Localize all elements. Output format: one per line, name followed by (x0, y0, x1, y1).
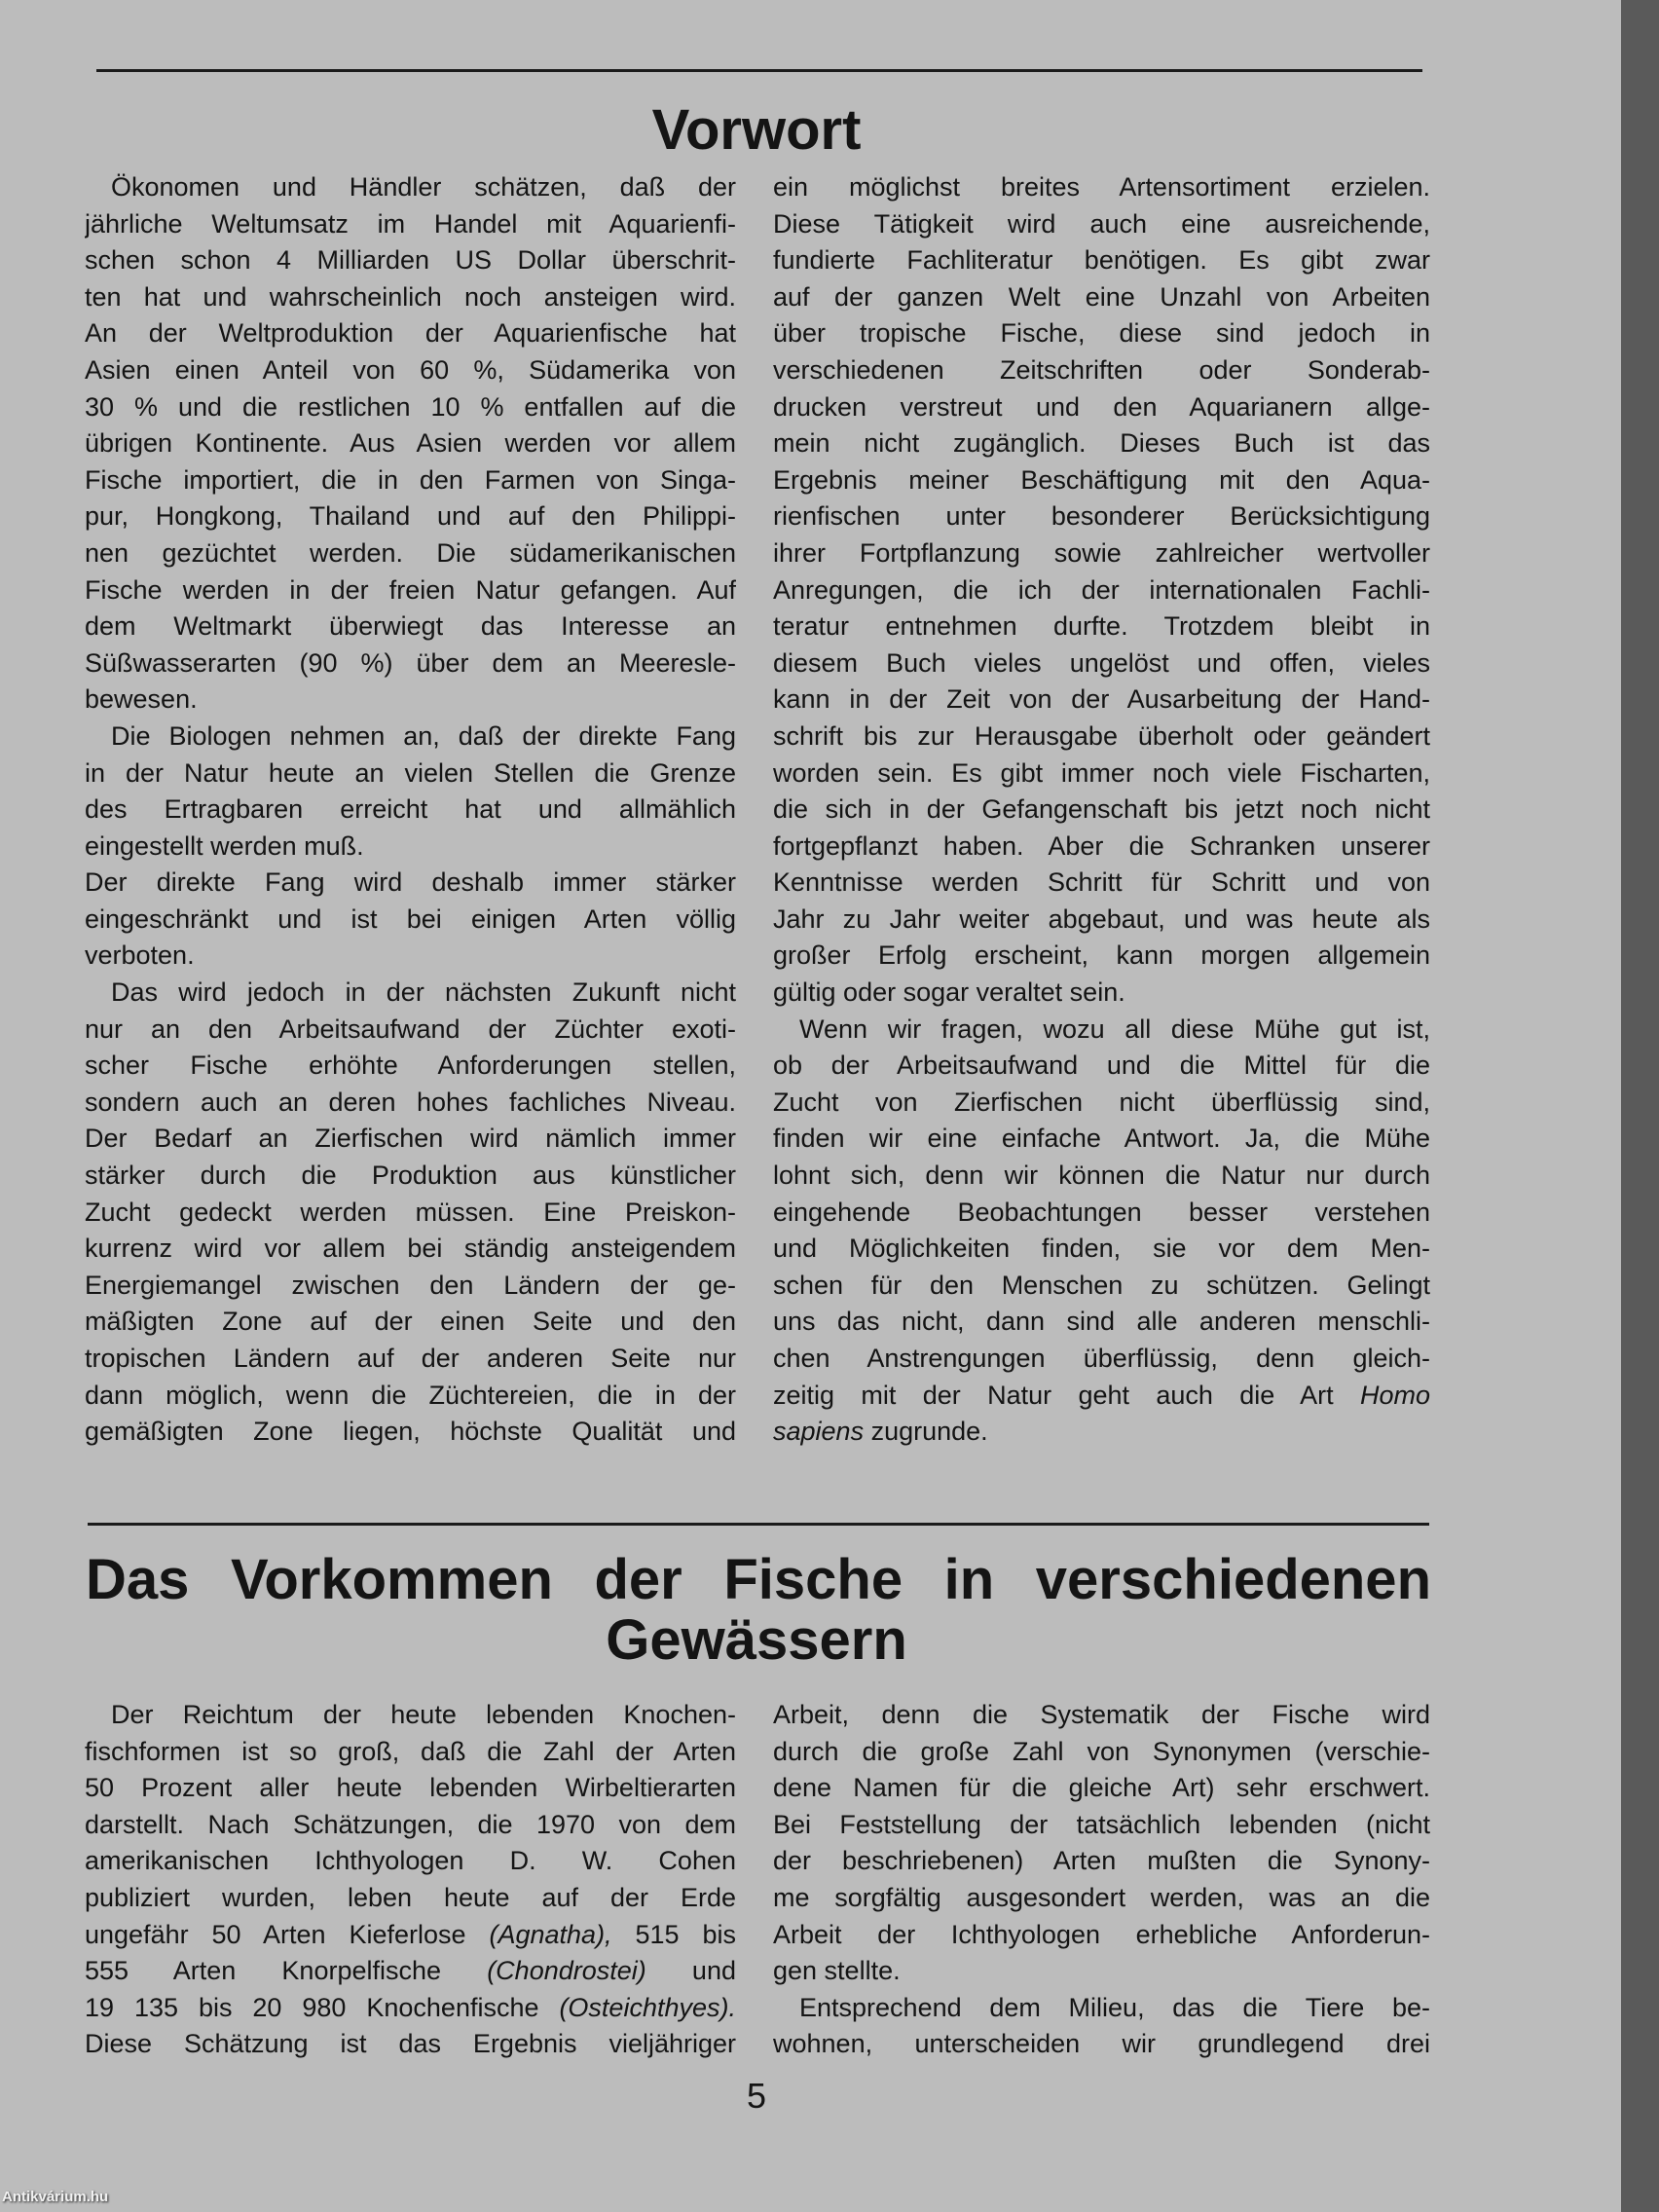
text-line: verschiedenen Zeitschriften oder Sonderab- (773, 354, 1430, 385)
text-line: amerikanischen Ichthyologen D. W. Cohen (85, 1846, 736, 1876)
text-segment: zugrunde. (864, 1417, 988, 1447)
text-line: nen gezüchtet werden. Die südamerikanischen (85, 537, 736, 568)
text-line: eingestellt werden muß. (85, 830, 364, 861)
text-line: teratur entnehmen durfte. Trotzdem bleibt in (773, 611, 1430, 642)
text-segment: 515 bis (611, 1919, 736, 1949)
text-line: ob der Arbeitsaufwand und die Mittel für die (773, 1051, 1430, 1081)
italic-term: (Osteichthyes). (559, 1992, 736, 2022)
text-line: Anregungen, die ich der internationalen Fachli- (773, 574, 1430, 605)
text-line: übrigen Kontinente. Aus Asien werden vor allem (85, 428, 736, 459)
text-line: Fische importiert, die in den Farmen von Singa- (85, 464, 736, 495)
text-line: nur an den Arbeitsaufwand der Züchter exoti- (85, 1014, 736, 1044)
text-line: kann in der Zeit von der Ausarbeitung der Hand- (773, 684, 1430, 715)
watermark: Antikvárium.hu (2, 2189, 109, 2205)
text-line: schen schon 4 Milliarden US Dollar überschrit- (85, 245, 736, 276)
text-line: dann möglich, wenn die Züchtereien, die in der (85, 1380, 736, 1410)
text-line: mein nicht zugänglich. Dieses Buch ist das (773, 428, 1430, 459)
text-line: lohnt sich, denn wir können die Natur nur durch (773, 1161, 1430, 1191)
text-line: stärker durch die Produktion aus künstlicher (85, 1161, 736, 1191)
text-line: dene Namen für die gleiche Art) sehr erschwert. (773, 1773, 1430, 1803)
text-line: Der Reichtum der heute lebenden Knochen- (111, 1700, 736, 1729)
text-line: die sich in der Gefangenschaft bis jetzt noch nicht (773, 794, 1430, 825)
text-line: Kenntnisse werden Schritt für Schritt und von (773, 867, 1430, 898)
text-segment: und (645, 1956, 736, 1986)
text-line: pur, Hongkong, Thailand und auf den Philippi- (85, 501, 736, 532)
text-line: Energiemangel zwischen den Ländern der ge- (85, 1270, 736, 1300)
text-line: Arbeit, denn die Systematik der Fische wird (773, 1700, 1430, 1729)
text-line: Ergebnis meiner Beschäftigung mit den Aqua- (773, 464, 1430, 495)
text-segment: zeitig mit der Natur geht auch die Art (773, 1380, 1360, 1410)
text-line: Zucht von Zierfischen nicht überflüssig sind, (773, 1087, 1430, 1117)
text-line: scher Fische erhöhte Anforderungen stellen, (85, 1051, 736, 1081)
text-line: chen Anstrengungen überflüssig, denn gleich- (773, 1344, 1430, 1373)
text-line: worden sein. Es gibt immer noch viele Fischarten, (773, 757, 1430, 788)
text-line: Der Bedarf an Zierfischen wird nämlich immer (85, 1124, 736, 1154)
text-segment: 19 135 bis 20 980 Knochenfische (85, 1992, 560, 2022)
text-line: sondern auch an deren hohes fachliches Niveau. (85, 1087, 736, 1117)
text-line: großer Erfolg erscheint, kann morgen allgemein (773, 940, 1430, 971)
chapter-title-line-2: Gewässern (606, 1608, 907, 1672)
text-line: 50 Prozent aller heute lebenden Wirbeltierarten (85, 1773, 736, 1803)
text-line: durch die große Zahl von Synonymen (verschie- (773, 1736, 1430, 1766)
text-line: fortgepflanzt haben. Aber die Schranken unserer (773, 830, 1430, 861)
text-line: Asien einen Anteil von 60 %, Südamerika von (85, 354, 736, 385)
text-line: wohnen, unterscheiden wir grundlegend drei (773, 2029, 1430, 2059)
text-line: 30 % und die restlichen 10 % entfallen auf die (85, 391, 736, 422)
text-line: Süßwasserarten (90 %) über dem an Meeresle- (85, 647, 736, 678)
text-line: eingehende Beobachtungen besser verstehen (773, 1197, 1430, 1227)
section-rule (88, 1523, 1429, 1526)
text-line (85, 1953, 736, 1990)
text-line: tropischen Ländern auf der anderen Seite nur (85, 1344, 736, 1373)
italic-term: sapiens (773, 1417, 865, 1447)
text-line: des Ertragbaren erreicht hat und allmählich (85, 794, 736, 825)
text-line: Der direkte Fang wird deshalb immer stärker (85, 867, 736, 898)
text-line: dem Weltmarkt überwiegt das Interesse an (85, 611, 736, 642)
text-line: Fische werden in der freien Natur gefangen. Auf (85, 574, 736, 605)
text-line: Jahr zu Jahr weiter abgebaut, und was heute als (773, 903, 1430, 934)
text-line: diesem Buch vieles ungelöst und offen, vieles (773, 647, 1430, 678)
text-segment: 555 Arten Knorpelfische (85, 1956, 488, 1986)
chapter-left-column (85, 1697, 736, 2063)
top-rule (96, 69, 1422, 72)
text-line: Zucht gedeckt werden müssen. Eine Preiskon- (85, 1197, 736, 1227)
text-line: gen stellte. (773, 1956, 901, 1986)
text-line: schen für den Menschen zu schützen. Gelingt (773, 1270, 1430, 1300)
preface-left-column (85, 169, 736, 1451)
text-line: schrift bis zur Herausgabe überholt oder geändert (773, 720, 1430, 751)
italic-term: (Agnatha), (489, 1919, 612, 1949)
text-line: eingeschränkt und ist bei einigen Arten völlig (85, 903, 736, 934)
text-line: gültig oder sogar veraltet sein. (773, 977, 1125, 1008)
text-line: mäßigten Zone auf der einen Seite und den (85, 1307, 736, 1337)
page-number: 5 (746, 2076, 767, 2116)
text-line: Arbeit der Ichthyologen erhebliche Anforderun- (773, 1919, 1430, 1949)
text-line: ihrer Fortpflanzung sowie zahlreicher wertvoller (773, 537, 1430, 568)
text-line: Die Biologen nehmen an, daß der direkte Fang (111, 720, 736, 751)
text-line: der beschriebenen) Arten mußten die Synony- (773, 1846, 1430, 1876)
text-line: fischformen ist so groß, daß die Zahl der Arten (85, 1736, 736, 1766)
text-line: me sorgfältig ausgesondert werden, was an die (773, 1882, 1430, 1912)
preface-title: Vorwort (651, 98, 862, 162)
text-line: An der Weltproduktion der Aquarienfische hat (85, 318, 736, 349)
text-line: verboten. (85, 940, 195, 971)
text-line: uns das nicht, dann sind alle anderen menschli- (773, 1307, 1430, 1337)
text-line: ein möglichst breites Artensortiment erzielen. (773, 172, 1430, 202)
text-line: auf der ganzen Welt eine Unzahl von Arbeiten (773, 281, 1430, 312)
text-line (85, 1917, 736, 1954)
text-line (773, 1414, 1430, 1451)
text-line: Entsprechend dem Milieu, das die Tiere be- (799, 1992, 1430, 2022)
italic-term: (Chondrostei) (487, 1956, 646, 1986)
text-line (85, 1990, 736, 2027)
text-line: publiziert wurden, leben heute auf der Erde (85, 1882, 736, 1912)
chapter-right-column (773, 1697, 1430, 2063)
text-line: und Möglichkeiten finden, sie vor dem Men- (773, 1234, 1430, 1264)
text-line: Das wird jedoch in der nächsten Zukunft nicht (111, 977, 736, 1008)
text-line: bewesen. (85, 684, 198, 715)
italic-term: Homo (1359, 1380, 1430, 1410)
text-line: rienfischen unter besonderer Berücksichtigung (773, 501, 1430, 532)
text-line: Wenn wir fragen, wozu all diese Mühe gut ist, (799, 1014, 1430, 1044)
text-line: darstellt. Nach Schätzungen, die 1970 von dem (85, 1809, 736, 1839)
preface-right-column (773, 169, 1430, 1451)
text-line: Diese Schätzung ist das Ergebnis vieljähriger (85, 2029, 736, 2059)
text-line: Diese Tätigkeit wird auch eine ausreichende, (773, 208, 1430, 239)
text-line: finden wir eine einfache Antwort. Ja, die Mühe (773, 1124, 1430, 1154)
text-line: in der Natur heute an vielen Stellen die Grenze (85, 757, 736, 788)
text-line (773, 1378, 1430, 1415)
text-line: ten hat und wahrscheinlich noch ansteigen wird. (85, 281, 736, 312)
text-line: Bei Feststellung der tatsächlich lebenden (nicht (773, 1809, 1430, 1839)
text-line: Ökonomen und Händler schätzen, daß der (111, 172, 736, 202)
text-line: fundierte Fachliteratur benötigen. Es gibt zwar (773, 245, 1430, 276)
text-line: über tropische Fische, diese sind jedoch in (773, 318, 1430, 349)
text-line: gemäßigten Zone liegen, höchste Qualität und (85, 1417, 736, 1447)
text-line: drucken verstreut und den Aquarianern allge- (773, 391, 1430, 422)
book-spine-edge (1621, 0, 1659, 2212)
chapter-title-line-1: Das Vorkommen der Fische in verschiedenen (86, 1548, 1431, 1611)
text-line: kurrenz wird vor allem bei ständig ansteigendem (85, 1234, 736, 1264)
text-segment: ungefähr 50 Arten Kieferlose (85, 1919, 490, 1949)
text-line: jährliche Weltumsatz im Handel mit Aquarienfi- (85, 208, 736, 239)
